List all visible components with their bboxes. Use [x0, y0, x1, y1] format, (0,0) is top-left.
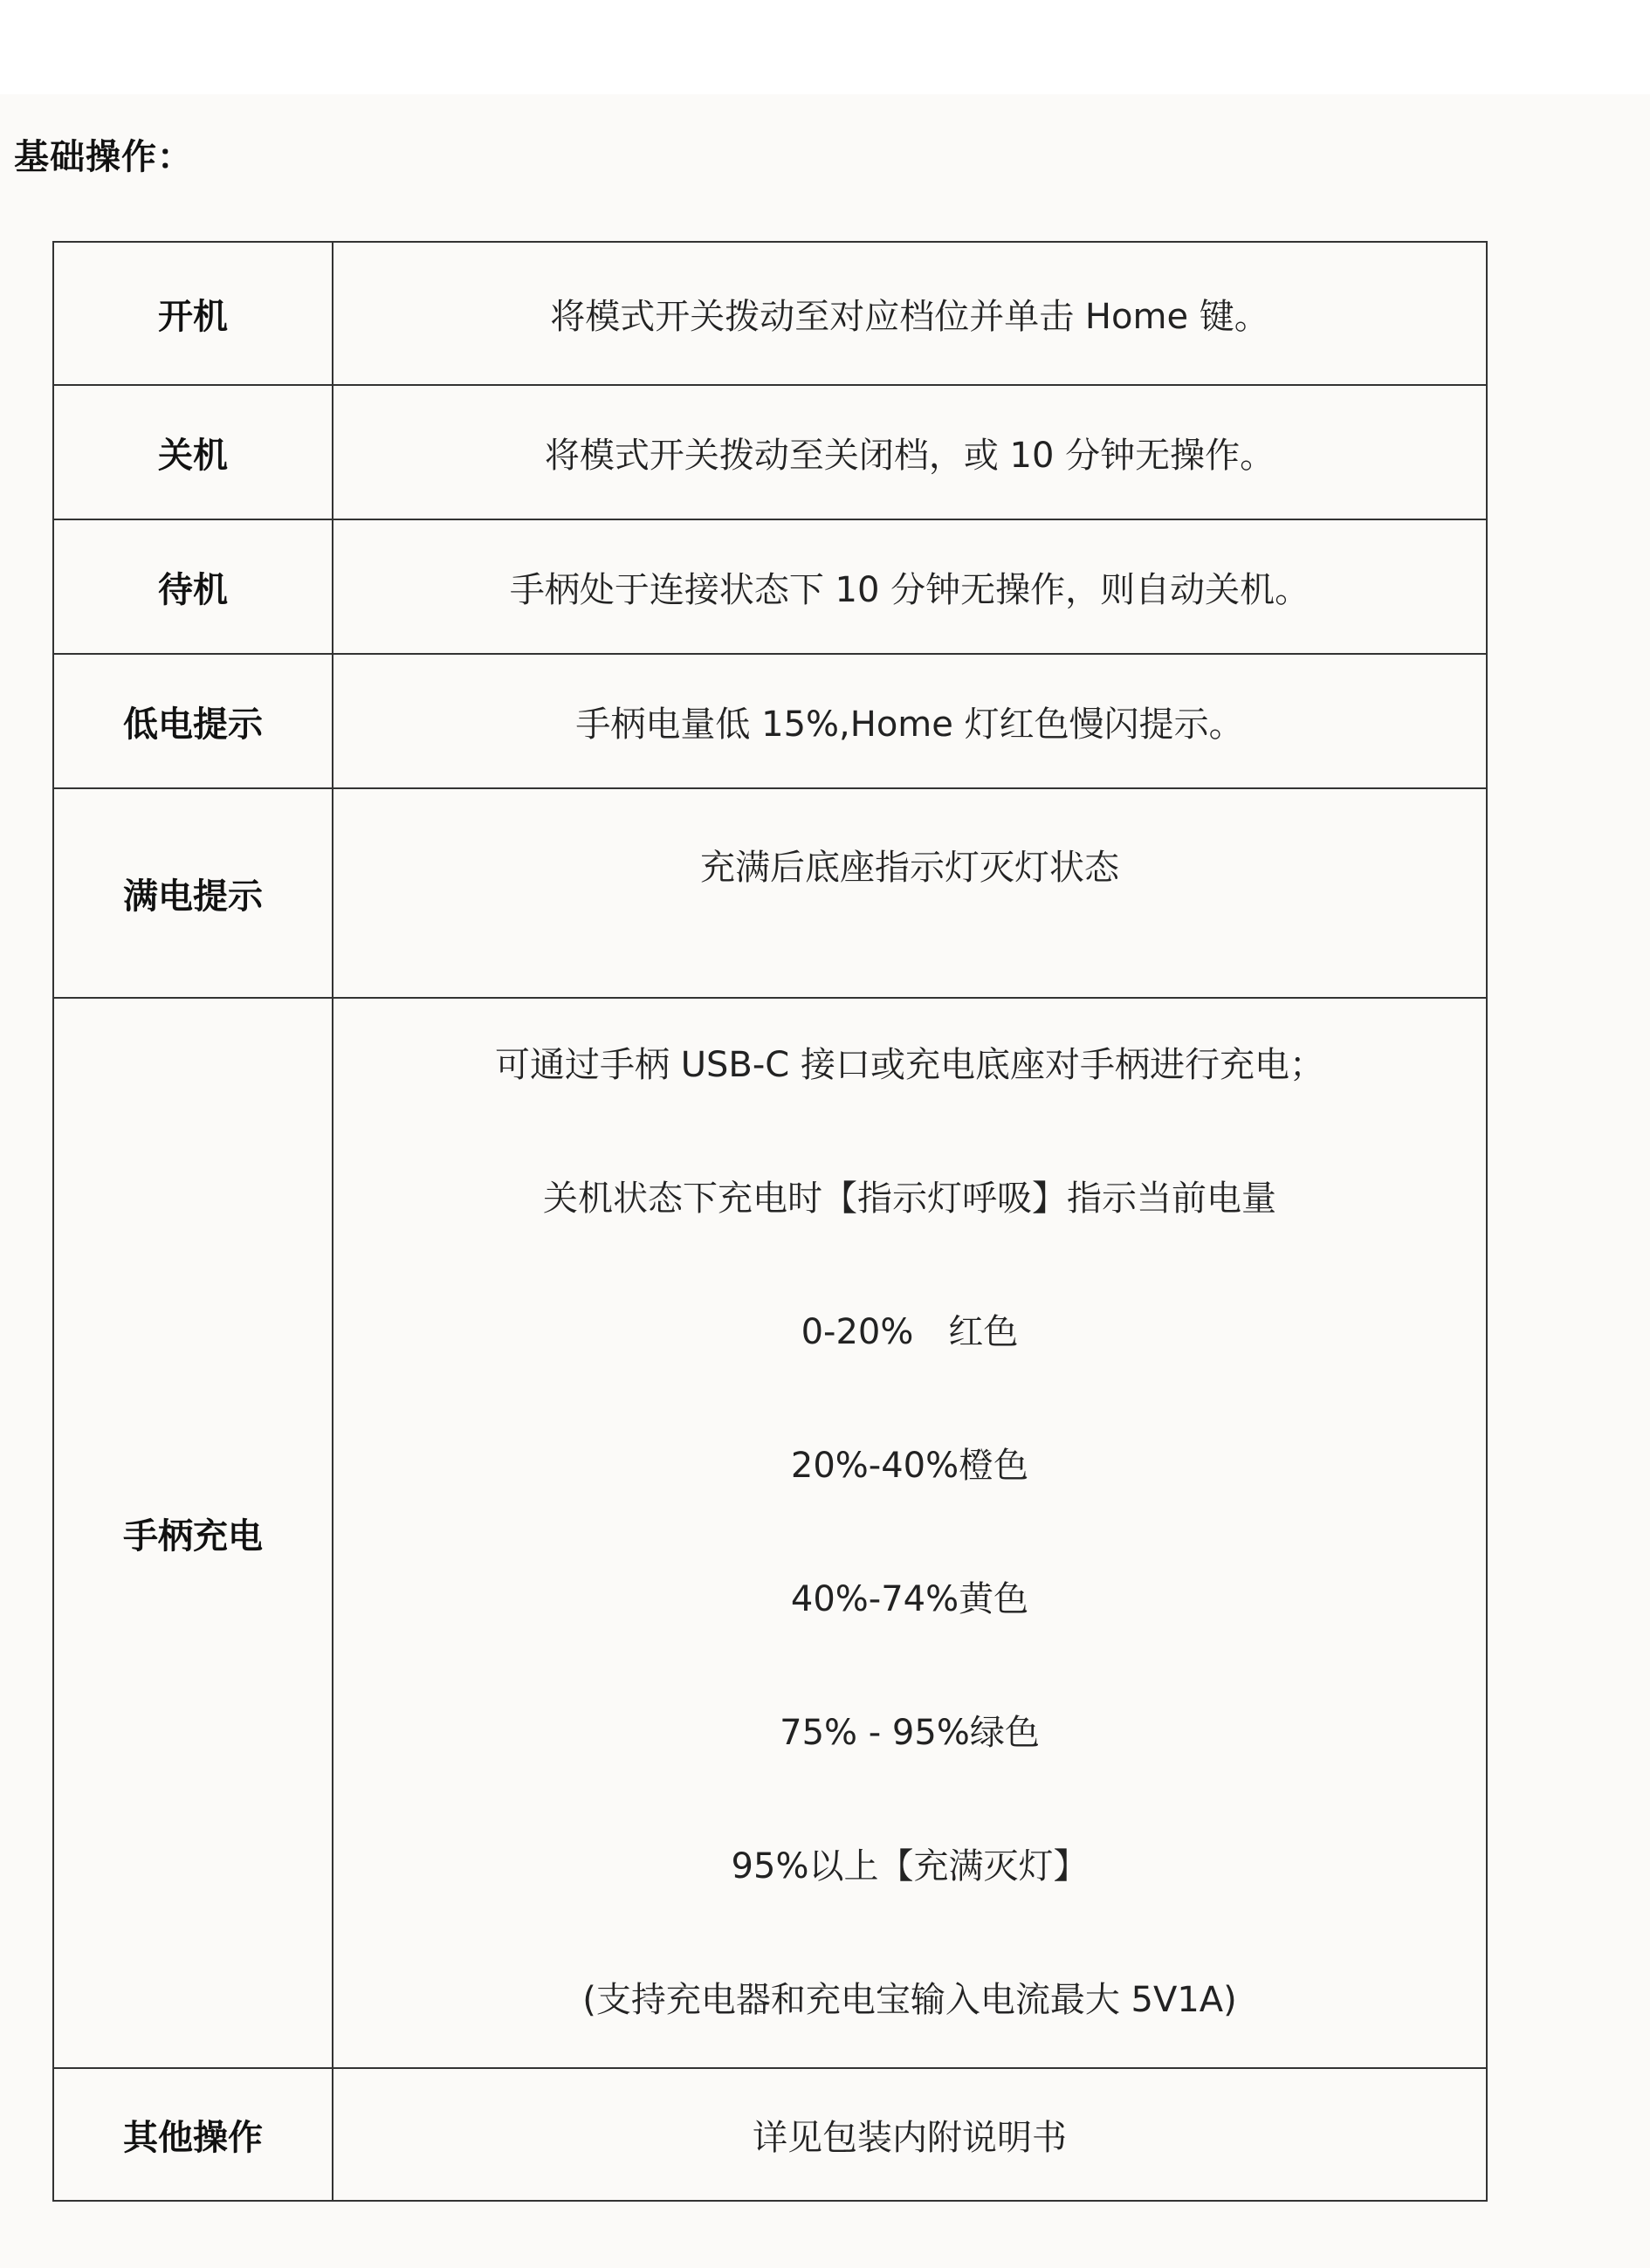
section-heading: 基础操作：: [14, 137, 193, 177]
charging-line: 关机状态下充电时【指示灯呼吸】指示当前电量: [543, 1179, 1276, 1219]
row-label: 手柄充电: [53, 998, 333, 2068]
charging-line: 95%以上【充满灭灯】: [731, 1846, 1089, 1887]
charging-line: 20%-40%橙色: [790, 1446, 1029, 1486]
table-row-controller-charging: [53, 998, 1487, 2068]
row-label: 满电提示: [53, 788, 333, 998]
row-label: 低电提示: [53, 654, 333, 788]
row-description: 将模式开关拨动至对应档位并单击 Home 键。: [333, 242, 1487, 385]
charging-line: 0-20% 红色: [801, 1312, 1019, 1352]
table-row-low-battery: [53, 654, 1487, 788]
row-description: 将模式开关拨动至关闭档，或 10 分钟无操作。: [333, 385, 1487, 519]
row-label: 关机: [53, 385, 333, 519]
charging-line: (支持充电器和充电宝输入电流最大 5V1A): [582, 1980, 1237, 2020]
table-row-power-off: [53, 385, 1487, 519]
charging-line: 40%-74%黄色: [790, 1579, 1029, 1619]
row-description: 详见包装内附说明书: [333, 2068, 1487, 2201]
charging-lines: [333, 999, 1486, 2067]
row-label: 其他操作: [53, 2068, 333, 2201]
table-row-power-on: [53, 242, 1487, 385]
row-description: 充满后底座指示灯灭灯状态: [333, 788, 1487, 998]
charging-line: 可通过手柄 USB-C 接口或充电底座对手柄进行充电；: [495, 1045, 1324, 1085]
charging-line: 75% - 95%绿色: [780, 1713, 1040, 1753]
operations-table: [52, 241, 1488, 2202]
row-description: 手柄电量低 15%,Home 灯红色慢闪提示。: [333, 654, 1487, 788]
table-row-other-operations: [53, 2068, 1487, 2201]
table-row-full-charge: [53, 788, 1487, 998]
row-label: 开机: [53, 242, 333, 385]
row-label: 待机: [53, 519, 333, 654]
row-description: [333, 998, 1487, 2068]
table-row-standby: [53, 519, 1487, 654]
row-description: 手柄处于连接状态下 10 分钟无操作，则自动关机。: [333, 519, 1487, 654]
